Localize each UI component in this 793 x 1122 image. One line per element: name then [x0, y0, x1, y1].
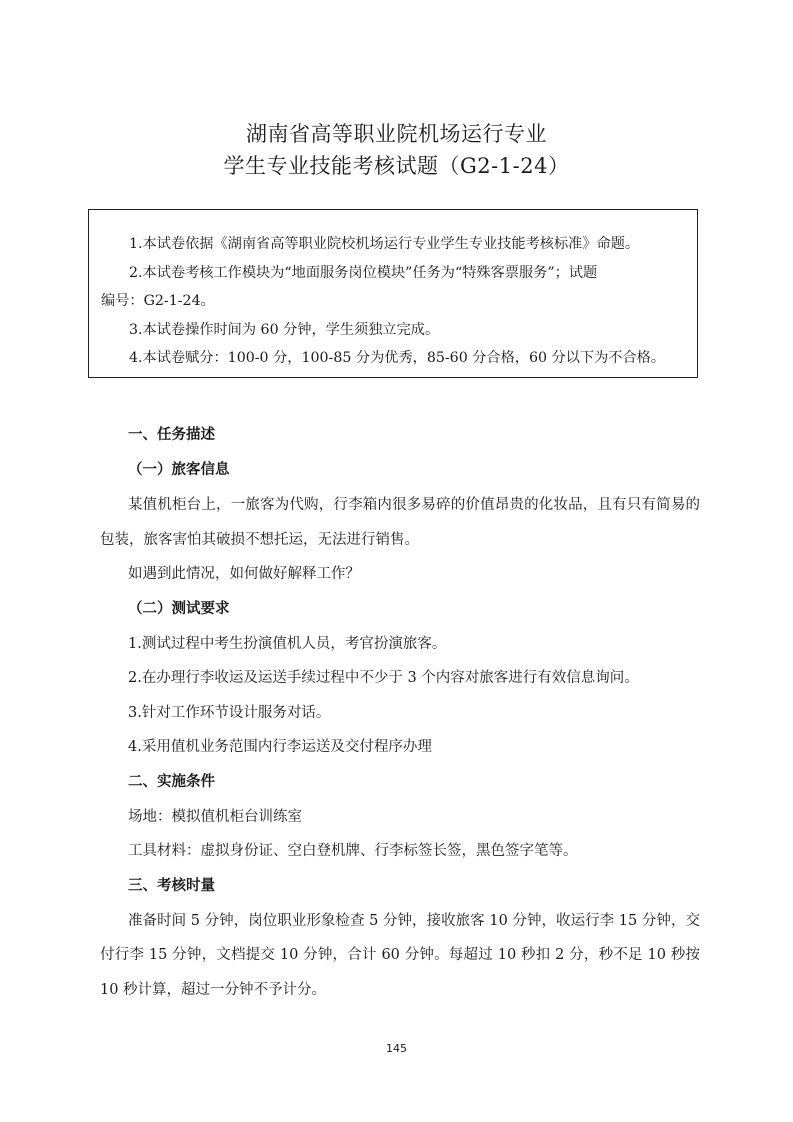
requirement-item-2: 2.在办理行李收运及运送手续过程中不少于 3 个内容对旅客进行有效信息询问。 [128, 670, 639, 686]
notice-item-2: 2.本试卷考核工作模块为“地面服务岗位模块”任务为“特殊客票服务”；试题 [129, 264, 598, 281]
notice-item-1: 1.本试卷依据《湖南省高等职业院校机场运行专业学生专业技能考核标准》命题。 [129, 236, 640, 252]
subsection-heading-test-requirements: （二）测试要求 [128, 600, 230, 617]
requirement-item-1: 1.测试过程中考生扮演值机人员，考官扮演旅客。 [128, 635, 447, 652]
passenger-question-paragraph: 如遇到此情况，如何做好解释工作？ [128, 566, 360, 582]
time-allocation-paragraph: 准备时间 5 分钟，岗位职业形象检查 5 分钟，接收旅客 10 分钟，收运行李 15 分钟，交付行李 15 分钟，文档提交 10 分钟，合计 60 分钟。每超过 10 秒扣 2 分，秒不足 10 秒按 10 秒计算，超过一分钟不予计分。 [100, 912, 700, 998]
passenger-info-paragraph: 某值机柜台上，一旅客为代购，行李箱内很多易碎的价值昂贵的化妆品，且有只有简易的包装，旅客害怕其破损不想托运，无法进行销售。 [100, 497, 700, 548]
notice-item-3: 3.本试卷操作时间为 60 分钟，学生须独立完成。 [129, 321, 440, 338]
title-line-2: 学生专业技能考核试题（G2-1-24） [223, 154, 570, 178]
subsection-heading-passenger-info: （一）旅客信息 [128, 462, 230, 478]
requirement-item-4: 4.采用值机业务范围内行李运送及交付程序办理 [128, 739, 432, 755]
section-heading-assessment-time: 三、考核时量 [128, 877, 215, 894]
page-number: 145 [386, 1042, 407, 1055]
section-heading-task-description: 一、任务描述 [128, 427, 215, 443]
document-body [100, 418, 700, 1007]
notice-box [88, 209, 698, 378]
materials-paragraph: 工具材料：虚拟身份证、空白登机牌、行李标签长签，黑色签字笔等。 [128, 843, 578, 859]
notice-item-2-continued: 编号：G2-1-24。 [101, 293, 215, 309]
document-title [0, 118, 793, 182]
venue-paragraph: 场地：模拟值机柜台训练室 [128, 808, 302, 825]
title-line-1: 湖南省高等职业院机场运行专业 [246, 122, 547, 146]
requirement-item-3: 3.针对工作环节设计服务对话。 [128, 704, 331, 721]
section-heading-implementation-conditions: 二、实施条件 [128, 773, 215, 790]
notice-item-4: 4.本试卷赋分：100-0 分，100-85 分为优秀，85-60 分合格，60 分以下为不合格。 [129, 350, 666, 366]
